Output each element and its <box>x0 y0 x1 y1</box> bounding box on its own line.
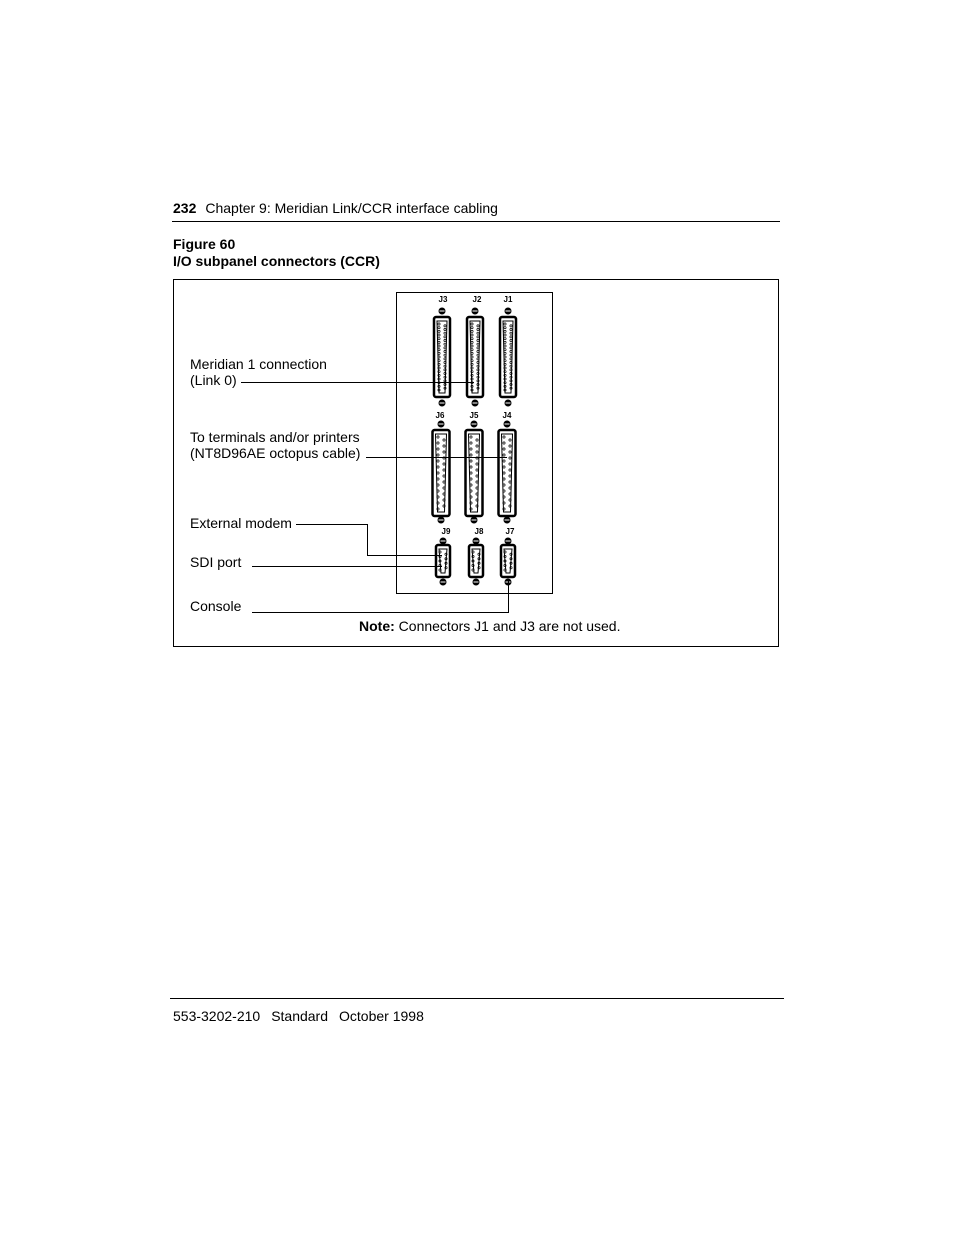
connector-j2-bottom-screw <box>472 400 479 407</box>
connector-label-j4: J4 <box>502 411 512 420</box>
connector-j7 <box>501 545 515 577</box>
running-footer <box>173 1008 435 1024</box>
document-number: 553-3202-210 <box>173 1008 261 1024</box>
connector-j5 <box>466 430 483 516</box>
connector-j7-top-screw <box>505 538 512 545</box>
figure-title: I/O subpanel connectors (CCR) <box>173 253 380 269</box>
connector-label-j5: J5 <box>469 411 479 420</box>
chapter-title: Chapter 9: Meridian Link/CCR interface cabling <box>205 200 498 216</box>
note-text: Connectors J1 and J3 are not used. <box>398 618 621 634</box>
connector-j6-bottom-screw <box>438 517 445 524</box>
connector-j8 <box>469 545 483 577</box>
connector-j2-top-screw <box>472 308 479 315</box>
connector-j6-top-screw <box>438 421 445 428</box>
connector-j3-top-screw <box>439 308 446 315</box>
connector-label-j7: J7 <box>505 527 515 536</box>
figure-number: Figure 60 <box>173 236 236 252</box>
connector-j8-bottom-screw <box>473 579 480 586</box>
leader-external-modem <box>296 525 442 556</box>
label-sdi-port: SDI port <box>190 554 242 570</box>
connector-j4-bottom-screw <box>504 517 511 524</box>
figure-note <box>359 618 620 634</box>
page-number: 232 <box>173 200 197 216</box>
connector-j2 <box>467 317 483 397</box>
label-octopus-cable: (NT8D96AE octopus cable) <box>190 445 361 461</box>
connector-j1-bottom-screw <box>505 400 512 407</box>
connector-label-j9: J9 <box>441 527 451 536</box>
connector-j3 <box>434 317 450 397</box>
connector-j9 <box>436 545 450 577</box>
connector-j9-bottom-screw <box>440 579 447 586</box>
connector-j8-top-screw <box>473 538 480 545</box>
connector-j9-top-screw <box>440 538 447 545</box>
document-date: October 1998 <box>339 1008 424 1024</box>
label-console: Console <box>190 598 242 614</box>
footer-rule <box>170 998 784 999</box>
connector-j4-top-screw <box>504 421 511 428</box>
document-status: Standard <box>271 1008 329 1024</box>
connector-label-j1: J1 <box>503 295 513 304</box>
connector-label-j6: J6 <box>435 411 445 420</box>
label-terminals-printers: To terminals and/or printers <box>190 429 360 445</box>
connector-label-j3: J3 <box>438 295 448 304</box>
connector-j1-top-screw <box>505 308 512 315</box>
leader-console <box>252 580 509 613</box>
connector-j5-top-screw <box>471 421 478 428</box>
connector-j5-bottom-screw <box>471 517 478 524</box>
connector-label-j2: J2 <box>472 295 482 304</box>
label-link-0: (Link 0) <box>190 372 237 388</box>
connector-j4 <box>499 430 516 516</box>
connector-label-j8: J8 <box>474 527 484 536</box>
connector-j1 <box>500 317 516 397</box>
connector-j3-bottom-screw <box>439 400 446 407</box>
label-meridian-connection: Meridian 1 connection <box>190 356 327 372</box>
label-external-modem: External modem <box>190 515 292 531</box>
connector-j6 <box>433 430 450 516</box>
note-label: Note: <box>359 618 395 634</box>
